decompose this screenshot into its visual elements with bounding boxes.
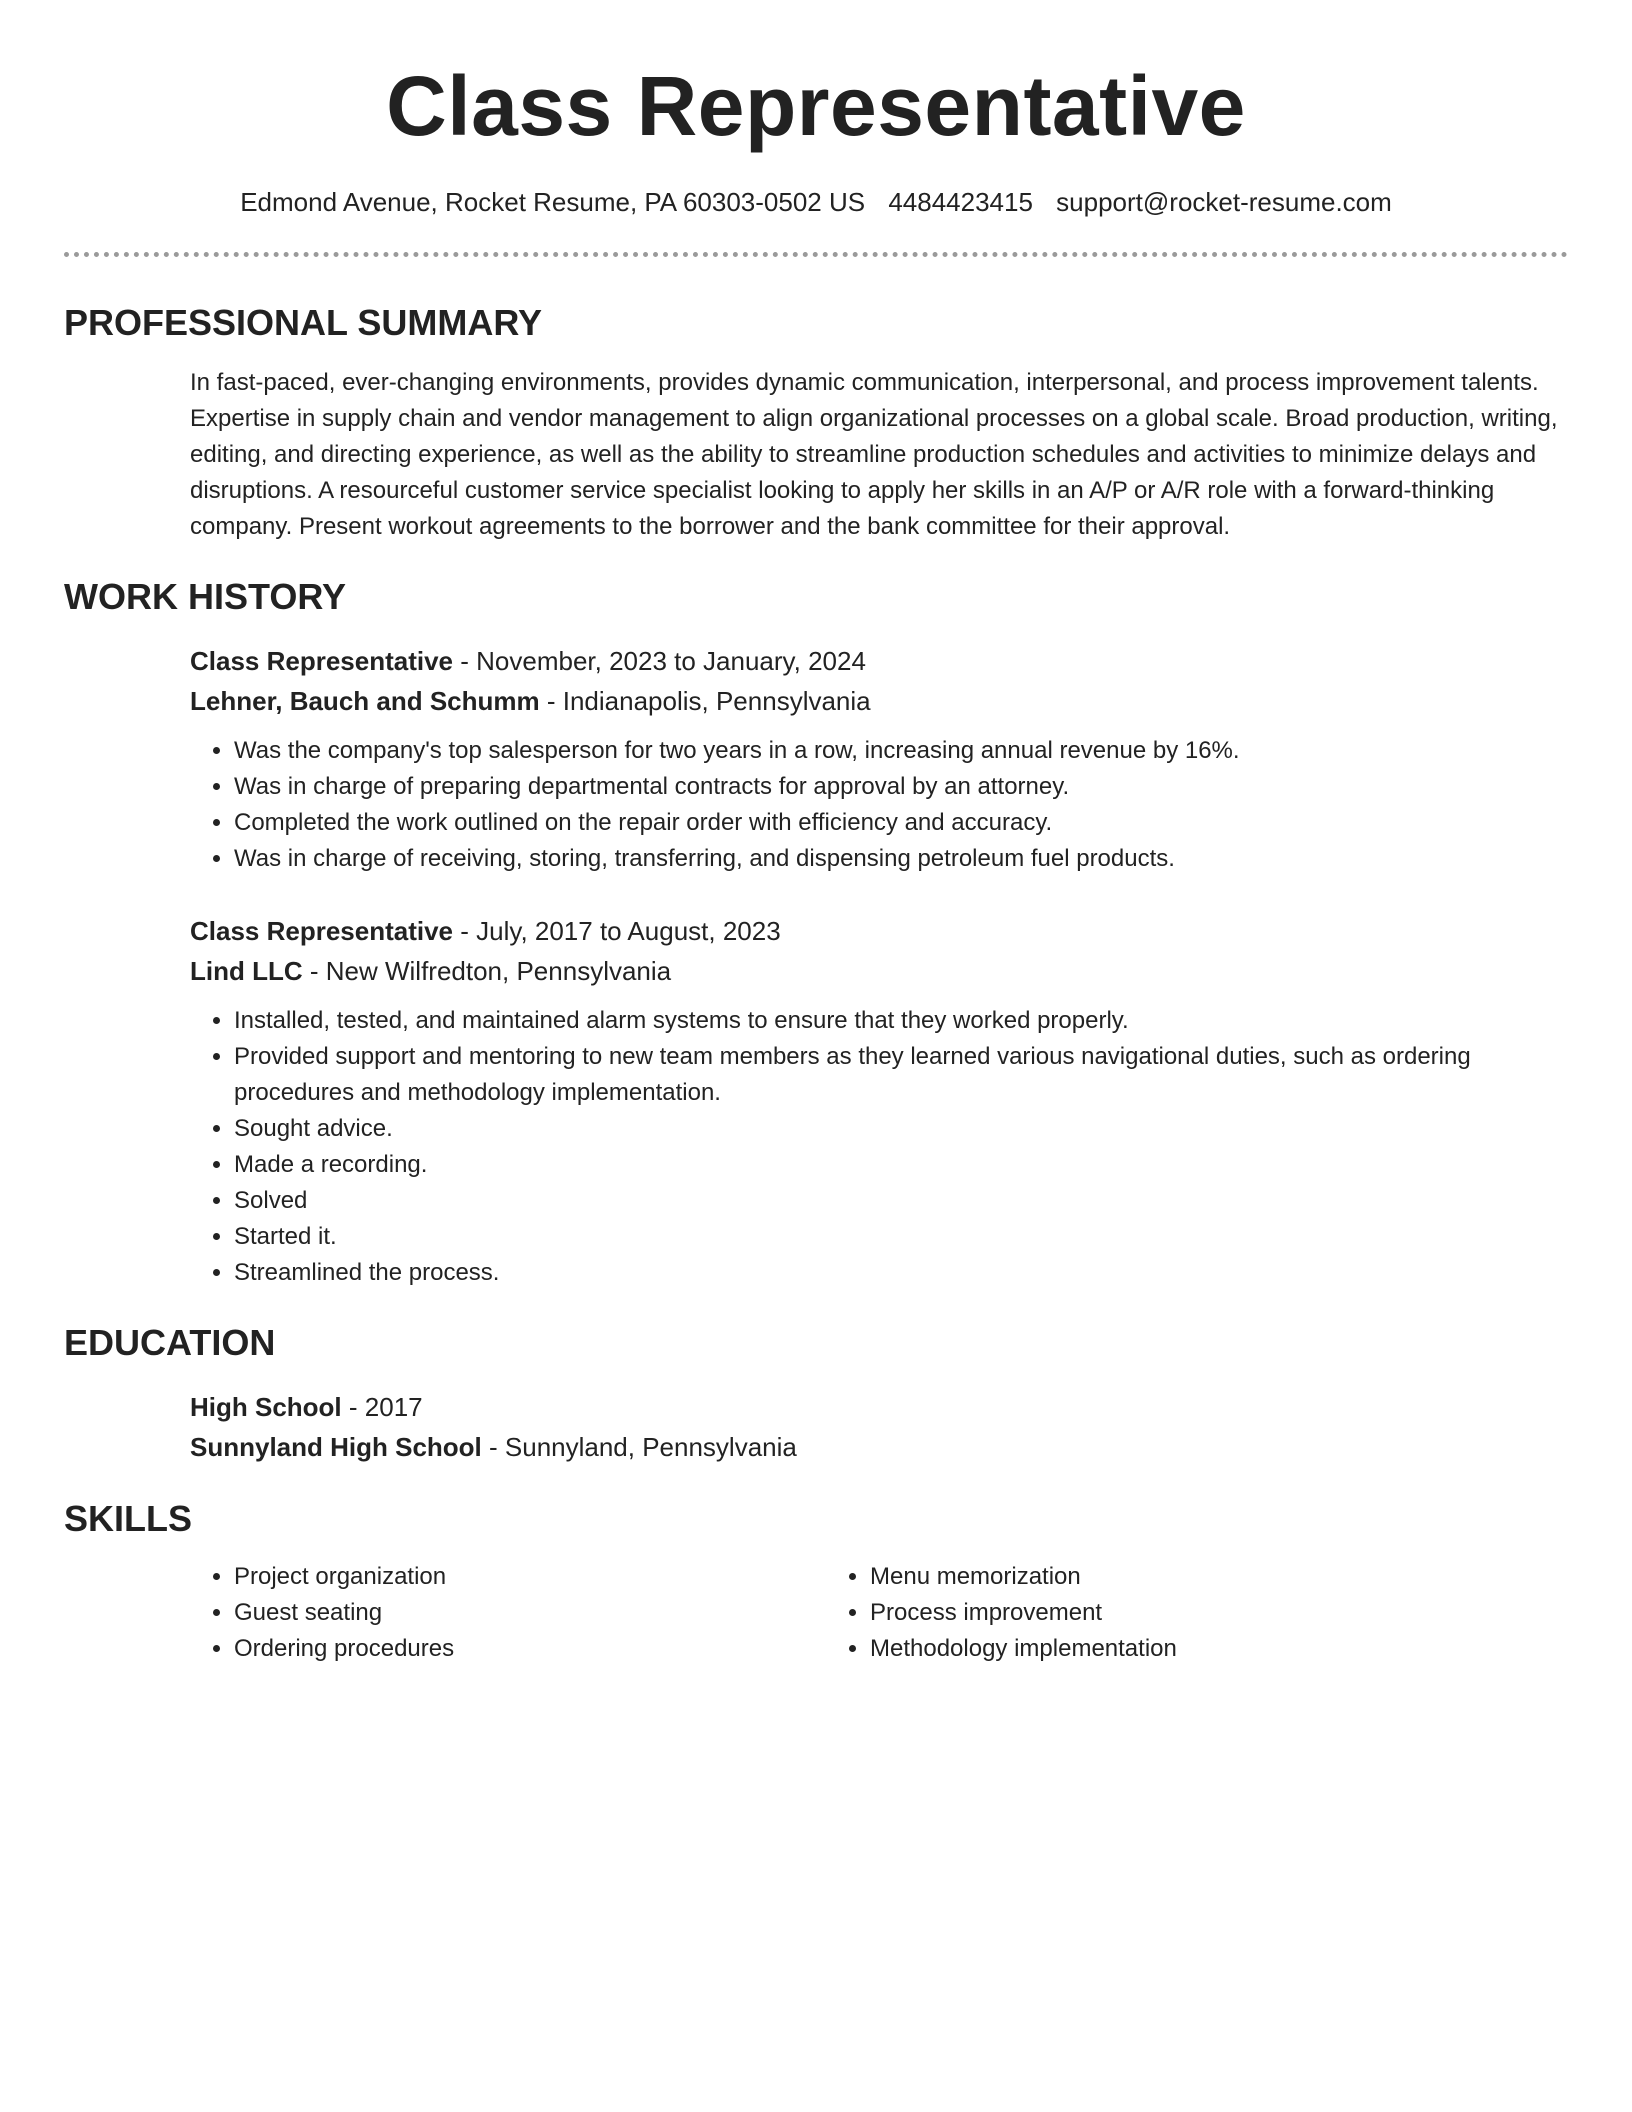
job-company-line — [190, 681, 1568, 721]
candidate-name: Class Representative — [386, 59, 1246, 153]
list-item: • Provided support and mentoring to new team members as they learned various navigational duties, such as ordering procedures and methodology implementation. — [234, 1039, 1568, 1111]
contact-email: support@rocket-resume.com — [1056, 187, 1392, 217]
list-item: • Ordering procedures — [234, 1631, 826, 1667]
job-role: Class Representative — [190, 646, 454, 676]
list-item: • Was the company's top salesperson for two years in a row, increasing annual revenue by 16%. — [234, 733, 1568, 769]
skills-column-left — [190, 1559, 826, 1667]
job-dates: - July, 2017 to August, 2023 — [453, 916, 781, 946]
list-item: • Was in charge of receiving, storing, transferring, and dispensing petroleum fuel products. — [234, 841, 1568, 877]
list-item: • Installed, tested, and maintained alarm systems to ensure that they worked properly. — [234, 1003, 1568, 1039]
resume-header — [64, 0, 1568, 220]
job-title-line — [190, 911, 1568, 951]
section-title-education: EDUCATION — [64, 1322, 276, 1363]
summary-text: In fast-paced, ever-changing environments, provides dynamic communication, interpersonal, and process improvement talents. Expertise in supply chain and vendor management to align organizational processes on a global scale. Broad production, writing, editing, and directing experience, as well as the ability to streamline production schedules and activities to minimize delays and disruptions. A resourceful customer service specialist looking to apply her skills in an A/P or A/R role with a forward-thinking company. Present workout agreements to the borrower and the bank committee for their approval. — [190, 369, 1558, 540]
job-bullets — [190, 733, 1568, 877]
education-year: - 2017 — [341, 1392, 423, 1422]
list-item: • Guest seating — [234, 1595, 826, 1631]
list-item: • Was in charge of preparing departmental contracts for approval by an attorney. — [234, 769, 1568, 805]
job-location: - New Wilfredton, Pennsylvania — [302, 956, 672, 986]
job-entry — [190, 641, 1568, 877]
section-title-skills: SKILLS — [64, 1498, 193, 1539]
header-divider — [64, 252, 1568, 257]
list-item: • Made a recording. — [234, 1147, 1568, 1183]
section-professional-summary — [64, 301, 1568, 545]
section-title-work-history: WORK HISTORY — [64, 576, 347, 617]
section-work-history — [64, 575, 1568, 1291]
contact-line — [64, 184, 1568, 220]
education-school: Sunnyland High School — [190, 1432, 482, 1462]
education-location: - Sunnyland, Pennsylvania — [481, 1432, 797, 1462]
job-company-line — [190, 951, 1568, 991]
education-degree-line — [190, 1387, 1568, 1427]
list-item: • Menu memorization — [870, 1559, 1462, 1595]
skills-column-right — [826, 1559, 1462, 1667]
list-item: • Methodology implementation — [870, 1631, 1462, 1667]
job-role: Class Representative — [190, 916, 454, 946]
skills-grid — [190, 1559, 1568, 1667]
job-dates: - November, 2023 to January, 2024 — [453, 646, 866, 676]
section-skills — [64, 1497, 1568, 1667]
job-title-line — [190, 641, 1568, 681]
contact-address: Edmond Avenue, Rocket Resume, PA 60303-0502 US — [240, 187, 866, 217]
list-item: • Solved — [234, 1183, 1568, 1219]
job-bullets — [190, 1003, 1568, 1291]
list-item: • Completed the work outlined on the repair order with efficiency and accuracy. — [234, 805, 1568, 841]
education-degree: High School — [190, 1392, 342, 1422]
section-education — [64, 1321, 1568, 1467]
education-school-line — [190, 1427, 1568, 1467]
section-title-summary: PROFESSIONAL SUMMARY — [64, 302, 543, 343]
contact-phone: 4484423415 — [888, 187, 1033, 217]
list-item: • Project organization — [234, 1559, 826, 1595]
job-company: Lehner, Bauch and Schumm — [190, 686, 540, 716]
list-item: • Sought advice. — [234, 1111, 1568, 1147]
job-company: Lind LLC — [190, 956, 303, 986]
job-location: - Indianapolis, Pennsylvania — [539, 686, 871, 716]
list-item: • Streamlined the process. — [234, 1255, 1568, 1291]
job-entry — [190, 911, 1568, 1291]
list-item: • Started it. — [234, 1219, 1568, 1255]
list-item: • Process improvement — [870, 1595, 1462, 1631]
